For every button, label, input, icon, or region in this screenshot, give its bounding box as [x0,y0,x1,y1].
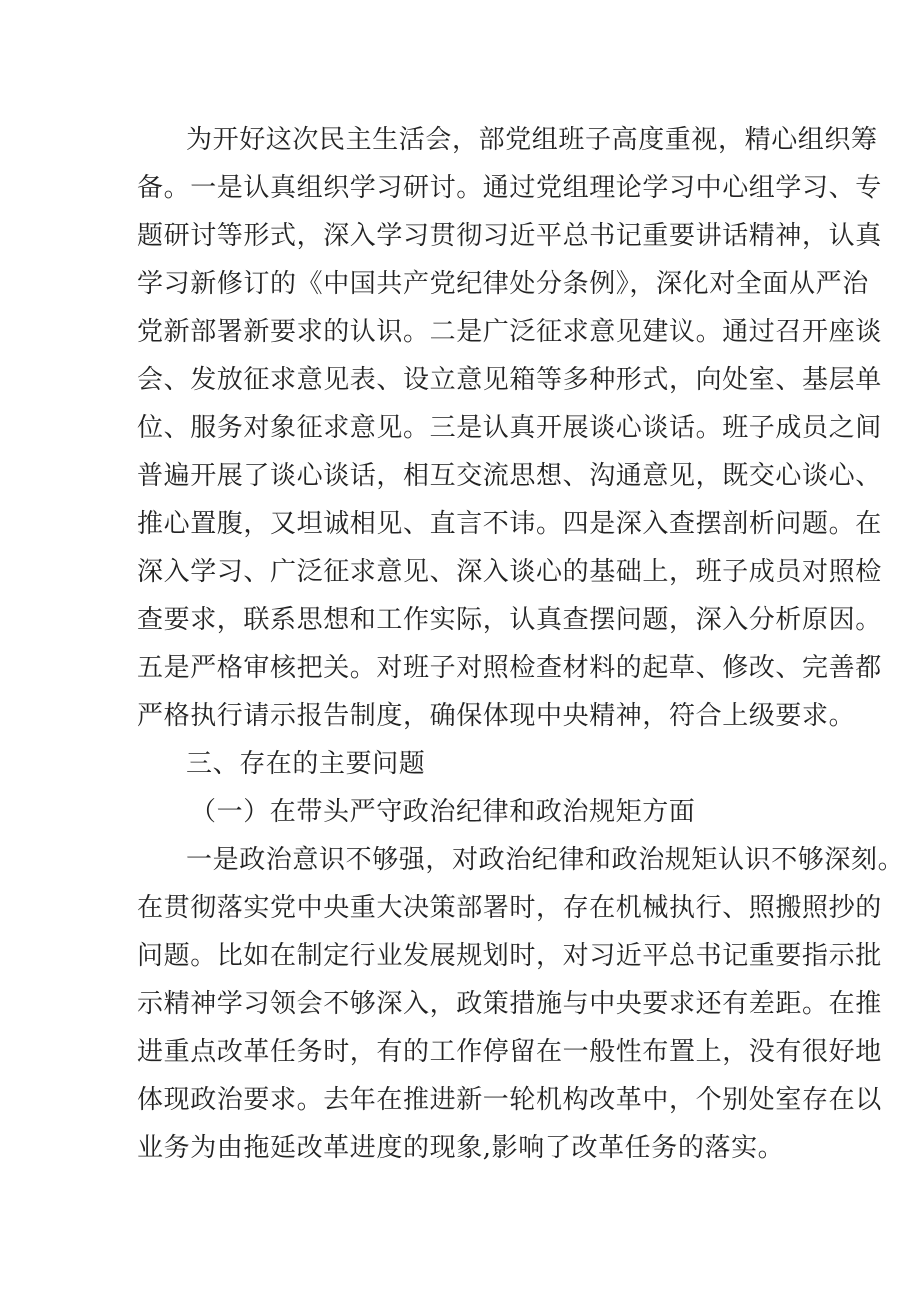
text-line: 会、发放征求意见表、设立意见箱等多种形式，向处室、基层单 [137,365,882,395]
text-line: 示精神学习领会不够深入，政策措施与中央要求还有差距。在推 [137,989,882,1019]
text-line: 一是政治意识不够强，对政治纪律和政治规矩认识不够深刻。 [186,845,905,875]
text-line: 题研讨等形式，深入学习贯彻习近平总书记重要讲话精神，认真 [137,221,882,251]
text-line: 在贯彻落实党中央重大决策部署时，存在机械执行、照搬照抄的 [137,893,882,923]
text-line: 推心置腹，又坦诚相见、直言不讳。四是深入查摆剖析问题。在 [137,509,882,539]
text-line: 党新部署新要求的认识。二是广泛征求意见建议。通过召开座谈 [137,317,882,347]
text-line: 深入学习、广泛征求意见、深入谈心的基础上，班子成员对照检 [137,557,882,587]
text-line: 为开好这次民主生活会，部党组班子高度重视，精心组织筹 [186,125,878,155]
section-heading: 三、存在的主要问题 [186,749,426,779]
text-line: 体现政治要求。去年在推进新一轮机构改革中，个别处室存在以 [137,1085,882,1115]
text-line: 五是严格审核把关。对班子对照检查材料的起草、修改、完善都 [137,653,882,683]
text-line: 进重点改革任务时，有的工作停留在一般性布置上，没有很好地 [137,1037,882,1067]
text-line: 业务为由拖延改革进度的现象,影响了改革任务的落实。 [137,1133,785,1163]
sub-heading: （一）在带头严守政治纪律和政治规矩方面 [190,797,696,827]
text-line: 备。一是认真组织学习研讨。通过党组理论学习中心组学习、专 [137,173,882,203]
text-line: 位、服务对象征求意见。三是认真开展谈心谈话。班子成员之间 [137,413,882,443]
text-line: 普遍开展了谈心谈话，相互交流思想、沟通意见，既交心谈心、 [137,461,882,491]
text-line: 学习新修订的《中国共产党纪律处分条例》，深化对全面从严治 [137,269,869,299]
text-line: 问题。比如在制定行业发展规划时，对习近平总书记重要指示批 [137,941,882,971]
text-line: 严格执行请示报告制度，确保体现中央精神，符合上级要求。 [137,701,856,731]
text-line: 查要求，联系思想和工作实际，认真查摆问题，深入分析原因。 [137,605,882,635]
